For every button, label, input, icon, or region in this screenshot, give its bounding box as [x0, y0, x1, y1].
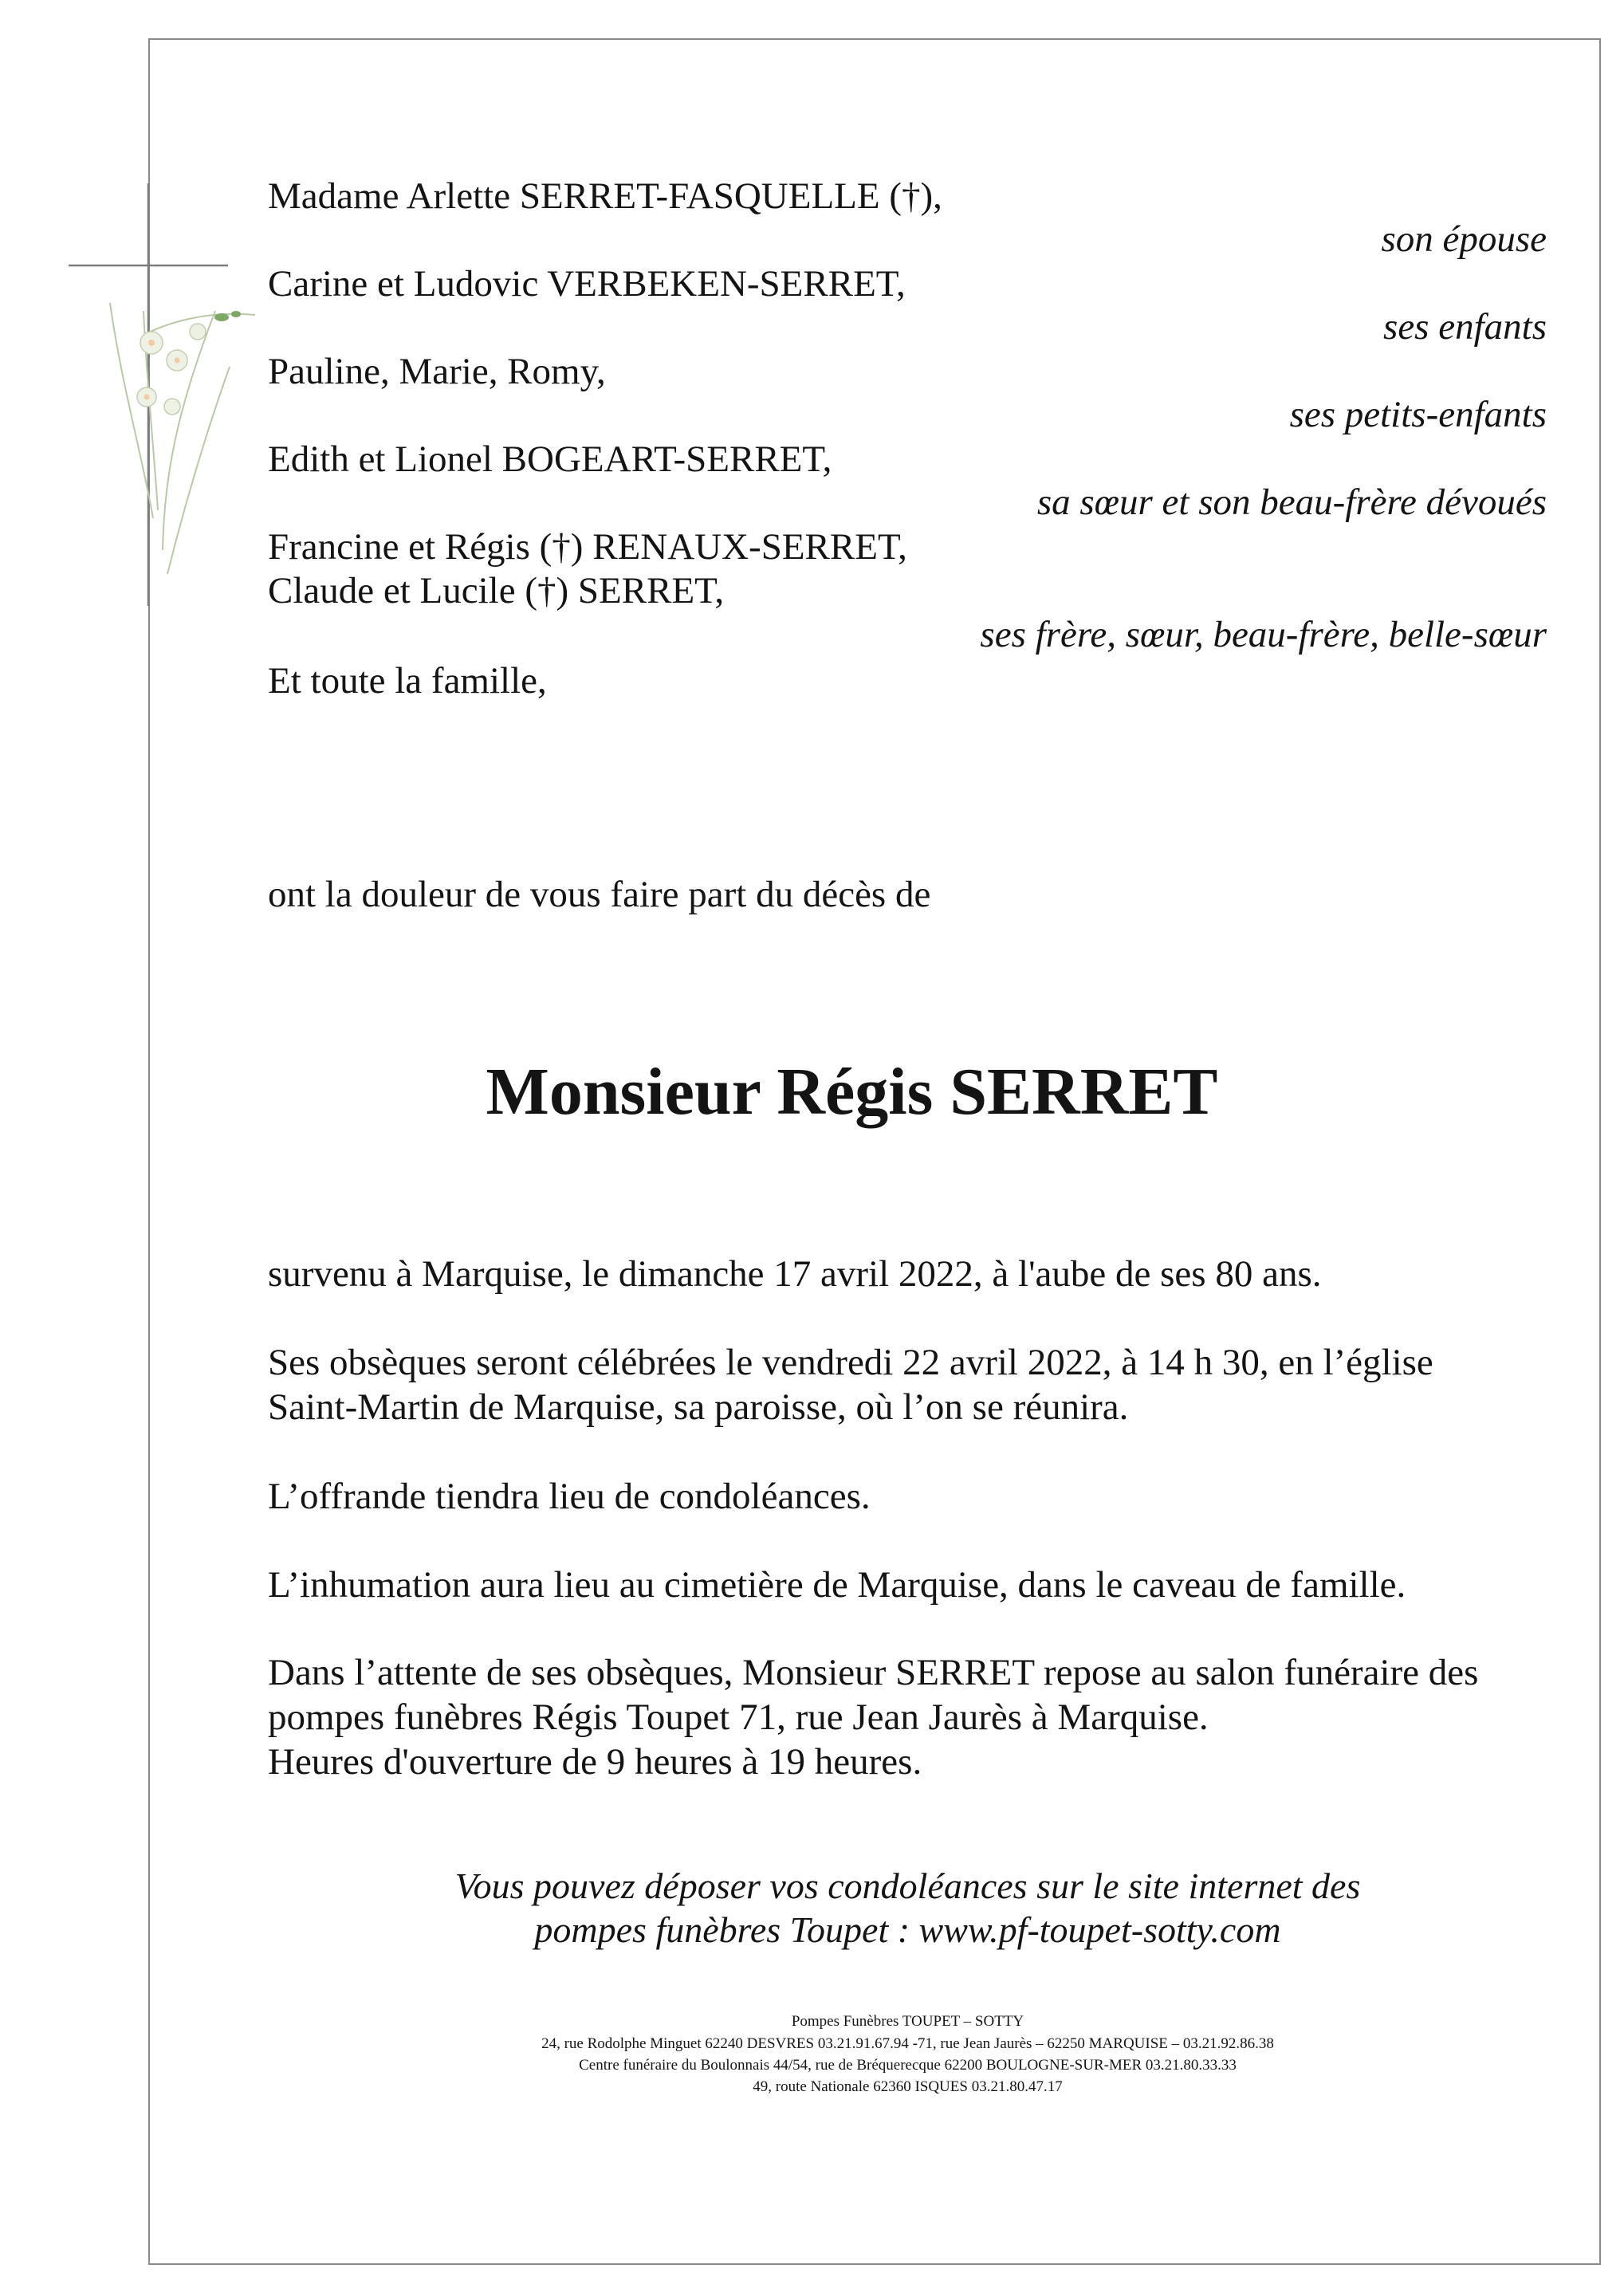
family-member-5: Claude et Lucile (†) SERRET, — [268, 570, 725, 611]
family-member-0: Madame Arlette SERRET-FASQUELLE (†), — [268, 175, 942, 217]
relation-0: son épouse — [1381, 218, 1547, 260]
paragraph-visitation-line1: Dans l’attente de ses obsèques, Monsieur SERRET repose au salon funéraire des — [268, 1652, 1479, 1693]
family-member-1: Carine et Ludovic VERBEKEN-SERRET, — [268, 263, 906, 305]
deceased-name: Monsieur Régis SERRET — [486, 1055, 1218, 1129]
condolences-line2: pompes funèbres Toupet : www.pf-toupet-sotty.com — [534, 1909, 1281, 1950]
relation-3: sa sœur et son beau-frère dévoués — [1036, 482, 1547, 523]
paragraph-death: survenu à Marquise, le dimanche 17 avril 2022, à l'aube de ses 80 ans. — [268, 1253, 1322, 1295]
relation-2: ses petits-enfants — [1289, 394, 1547, 435]
footer-line3: 49, route Nationale 62360 ISQUES 03.21.80.47.17 — [753, 2078, 1063, 2095]
paragraph-visitation-line2: pompes funèbres Régis Toupet 71, rue Jean Jaurès à Marquise. — [268, 1696, 1209, 1738]
footer-line1: 24, rue Rodolphe Minguet 62240 DESVRES 03.21.91.67.94 -71, rue Jean Jaurès – 62250 MARQUISE – 03.21.92.86.38 — [541, 2035, 1274, 2052]
paragraph-offering: L’offrande tiendra lieu de condoléances. — [268, 1476, 871, 1517]
footer-line2: Centre funéraire du Boulonnais 44/54, rue de Bréquerecque 62200 BOULOGNE-SUR-MER 03.21.80.33.33 — [579, 2057, 1237, 2074]
footer-company: Pompes Funèbres TOUPET – SOTTY — [791, 2013, 1024, 2030]
family-member-4: Francine et Régis (†) RENAUX-SERRET, — [268, 526, 907, 568]
relation-1: ses enfants — [1383, 306, 1547, 348]
paragraph-funeral-line2: Saint-Martin de Marquise, sa paroisse, où l’on se réunira. — [268, 1386, 1129, 1428]
paragraph-visitation-line3: Heures d'ouverture de 9 heures à 19 heures. — [268, 1741, 922, 1783]
condolences-line1: Vous pouvez déposer vos condoléances sur le site internet des — [454, 1866, 1361, 1906]
family-member-2: Pauline, Marie, Romy, — [268, 351, 606, 392]
relation-4: ses frère, sœur, beau-frère, belle-sœur — [980, 614, 1547, 655]
family-member-6: Et toute la famille, — [268, 660, 547, 702]
announcement: ont la douleur de vous faire part du décès de — [268, 874, 931, 915]
paragraph-burial: L’inhumation aura lieu au cimetière de Marquise, dans le caveau de famille. — [268, 1564, 1406, 1606]
cross-flower-icon — [64, 175, 255, 622]
family-member-3: Edith et Lionel BOGEART-SERRET, — [268, 438, 832, 480]
paragraph-funeral-line1: Ses obsèques seront célébrées le vendredi 22 avril 2022, à 14 h 30, en l’église — [268, 1342, 1433, 1383]
